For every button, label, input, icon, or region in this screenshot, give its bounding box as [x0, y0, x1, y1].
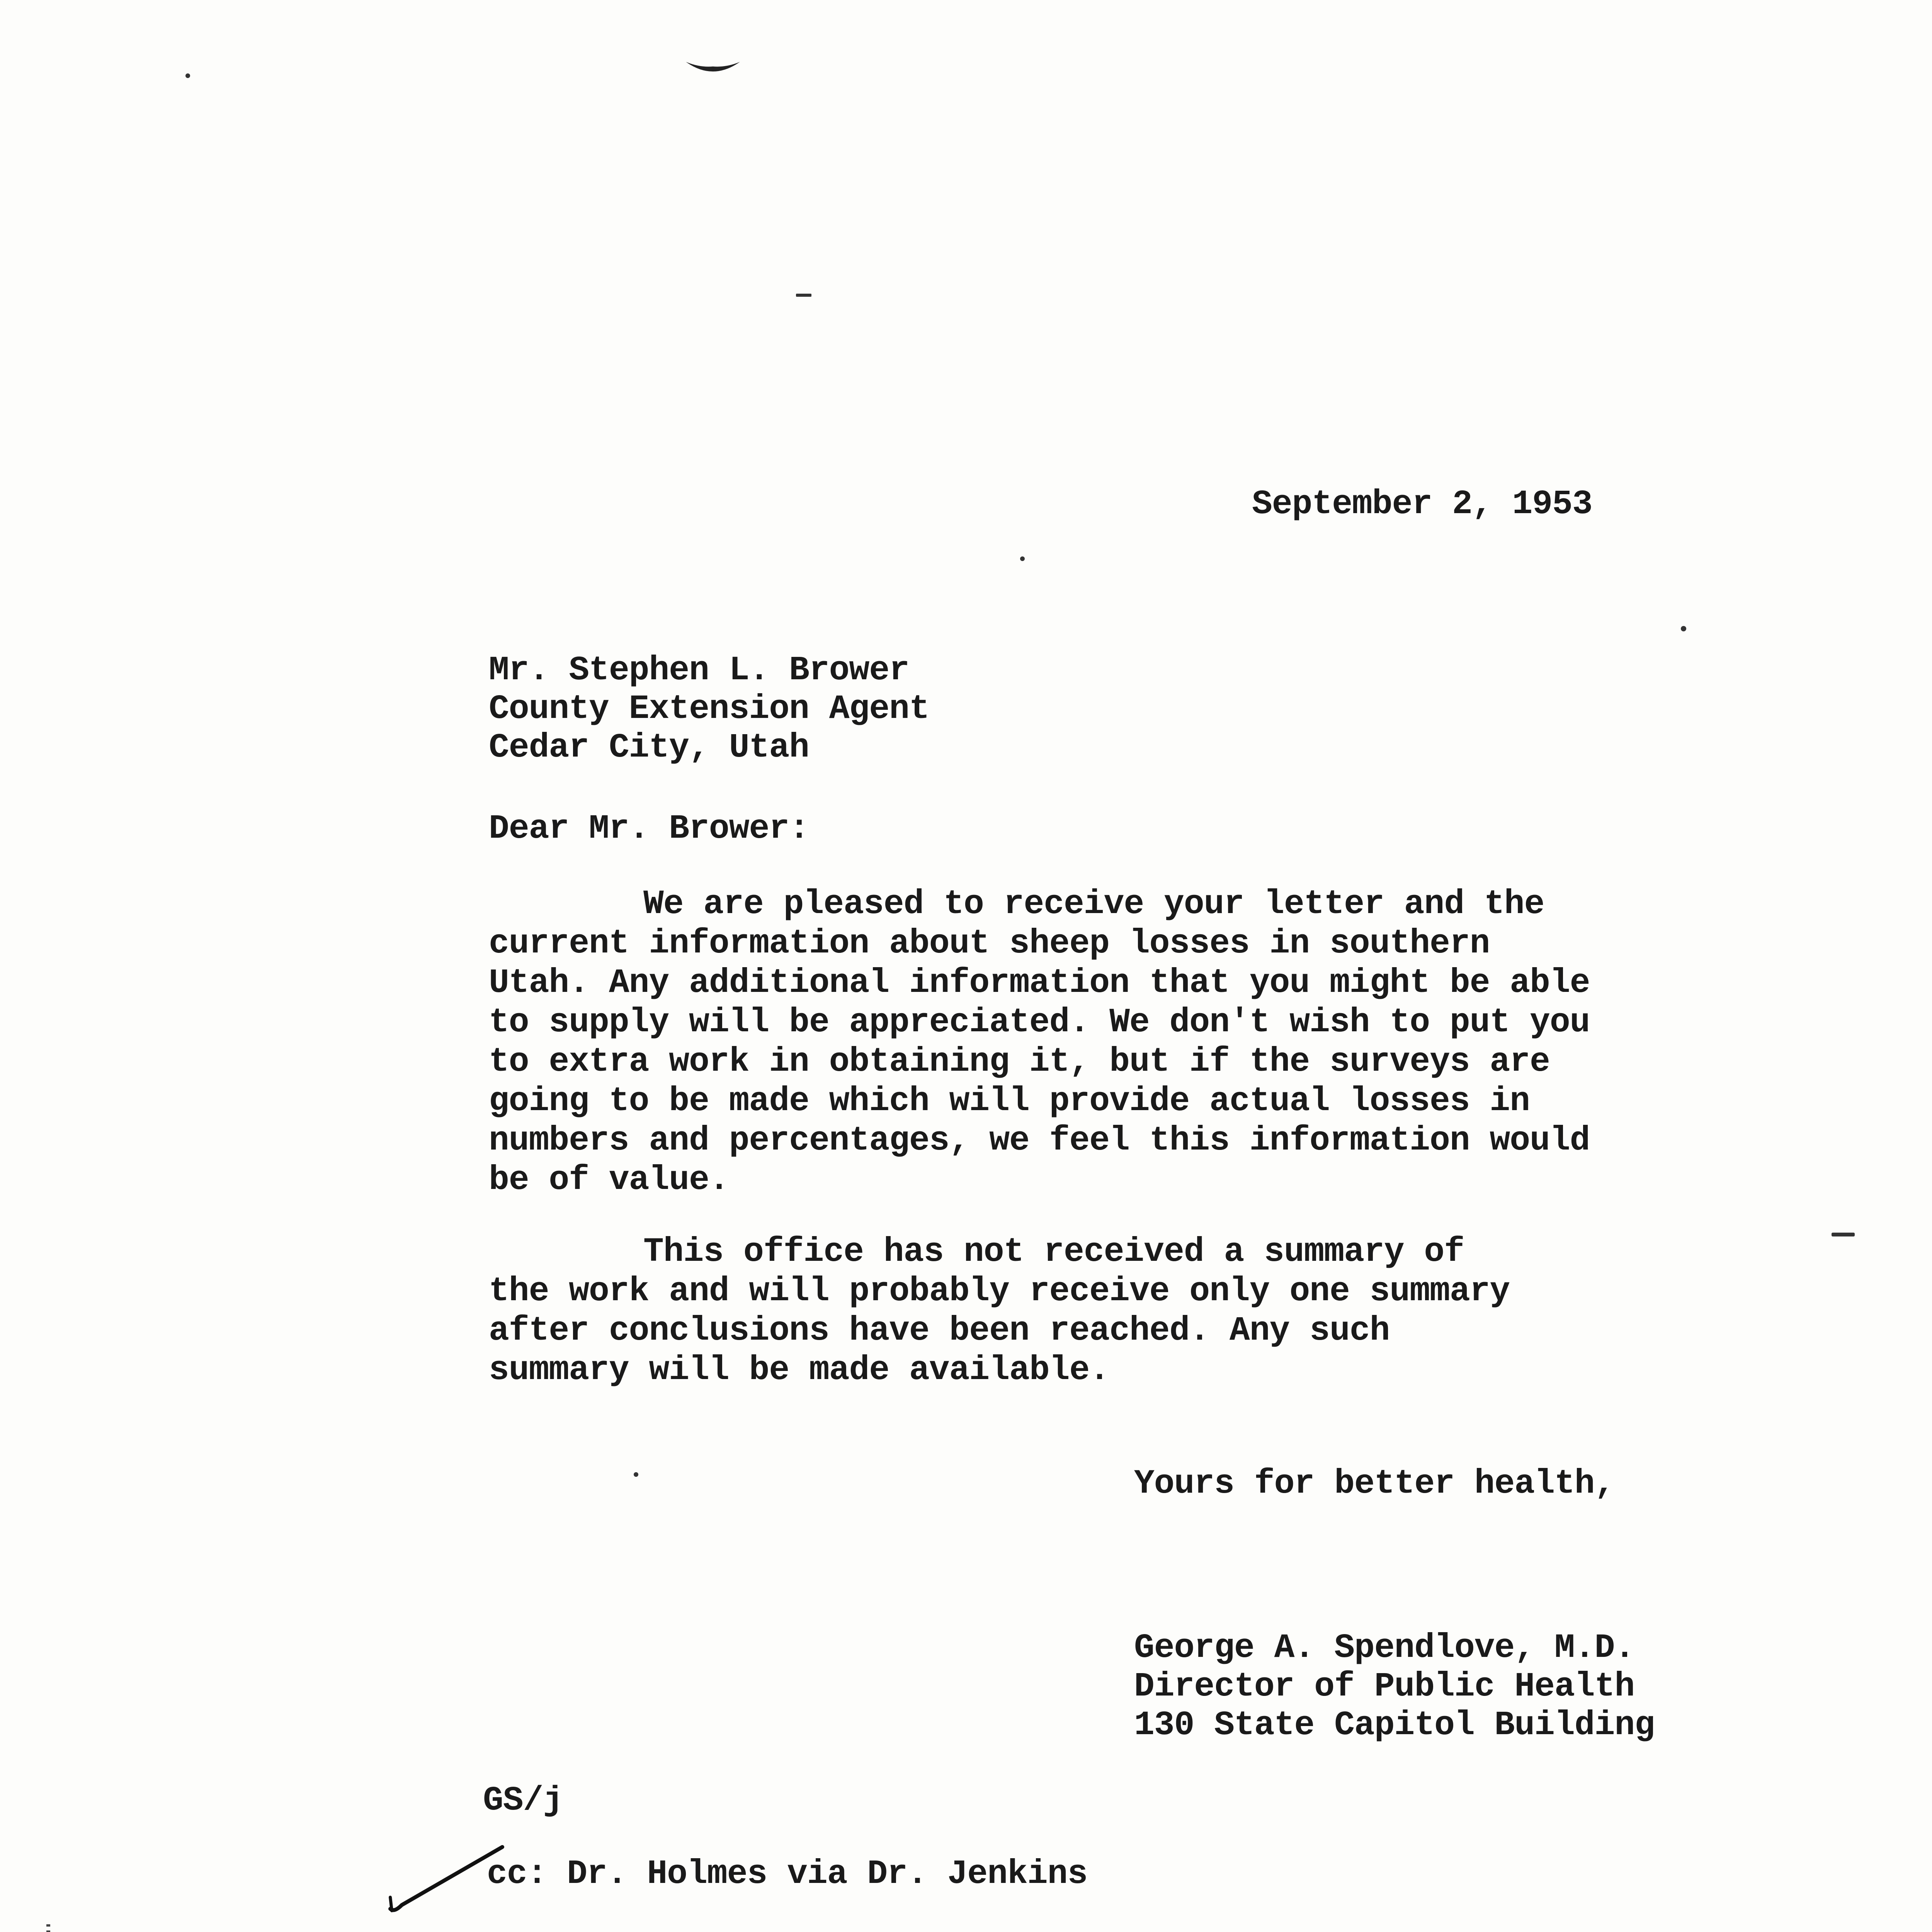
- closing: Yours for better health,: [1134, 1465, 1615, 1503]
- scan-edge-left: [43, 1924, 54, 1932]
- salutation: Dear Mr. Brower:: [489, 810, 809, 848]
- body-paragraph-1: We are pleased to receive your letter and the current information about sheep losses in southern Utah. Any additional information that you might be able to supply will be appreciated. We don't wish to put you to extra work in obtaining it, but if the surveys are going to be made which will provide actual losses in numbers and percentages, we feel this information would be of value.: [489, 885, 1590, 1199]
- signatory-name: George A. Spendlove, M.D.: [1134, 1629, 1635, 1667]
- signatory-title: Director of Public Health: [1134, 1668, 1635, 1706]
- recipient-title: County Extension Agent: [489, 690, 929, 728]
- cc-line: cc: Dr. Holmes via Dr. Jenkins: [487, 1855, 1088, 1893]
- typist-initials: GS/j: [483, 1782, 563, 1820]
- scan-mark-icon: [684, 54, 742, 81]
- body-paragraph-2: This office has not received a summary of the work and will probably receive only one summary after conclusions have been reached. Any such summary will be made available.: [489, 1233, 1510, 1389]
- signatory-address: 130 State Capitol Building: [1134, 1706, 1655, 1745]
- letter-date: September 2, 1953: [1252, 485, 1592, 524]
- recipient-name: Mr. Stephen L. Brower: [489, 651, 909, 690]
- recipient-location: Cedar City, Utah: [489, 729, 809, 767]
